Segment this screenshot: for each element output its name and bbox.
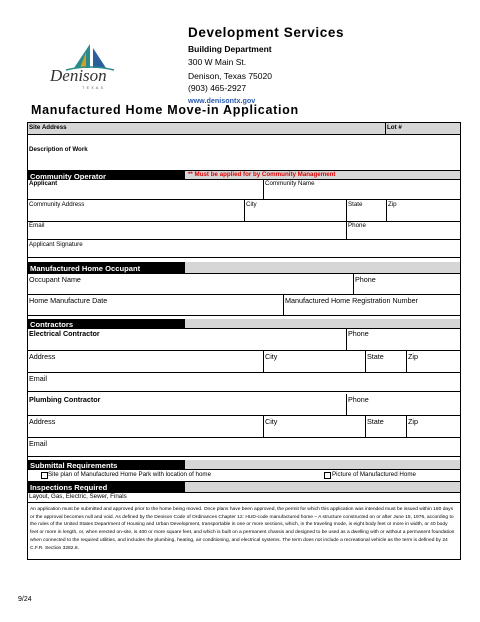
electrical-phone-label: Phone: [348, 329, 369, 338]
plumbing-address-row[interactable]: [28, 416, 460, 438]
community-state-label: State: [348, 201, 363, 208]
description-label: Description of Work: [29, 146, 88, 153]
submittal-row: [28, 470, 460, 482]
electrical-contractor-label: Electrical Contractor: [29, 329, 100, 338]
electrical-address-label: Address: [29, 352, 56, 361]
applicant-label: Applicant: [29, 180, 58, 187]
logo-subtext: TEXAS: [82, 85, 106, 90]
inspections-header: Inspections Required: [28, 482, 185, 493]
legal-note-text: An application must be submitted and approved prior to the home being moved. Once plans have been approved, the permit for which this application was intended must be issued within 180 days or the approval becomes null and void. As defined by the Denison Code of Ordinances Chapter 12: HUD-code manufactured home – A structure constructed on or after June 15, 1976, according to the rules of the United States Department of Housing and Urban Development, transportable in one or more sections, which, in the traveling mode, is eight body feet or more in width, or 40 body feet or more in length, or, when erected on-site, is 400 or more square feet, and which is built on a permanent chassis and designed to be used as a dwelling with or without a permanent foundation when connected to the required utilities, and includes the plumbing, heating, air conditioning, and electrical systems. The term does not include a recreational vehicle as the term is defined by 24 C.F.R. Section 3282.8.: [30, 507, 455, 551]
legal-note-box: [28, 503, 460, 559]
plumbing-contractor-label: Plumbing Contractor: [29, 395, 101, 404]
community-email-row[interactable]: [28, 222, 460, 240]
electrical-contractor-row[interactable]: [28, 329, 460, 351]
applicant-row[interactable]: [28, 180, 460, 200]
required-note: ** Must be applied for by Community Management: [188, 171, 336, 178]
applicant-signature-row[interactable]: [28, 240, 460, 258]
occupant-phone-label: Phone: [355, 275, 376, 284]
application-form: [27, 122, 461, 560]
plumbing-address-label: Address: [29, 417, 56, 426]
community-email-label: Email: [29, 222, 45, 229]
occupant-header: Manufactured Home Occupant: [28, 262, 185, 274]
manufacture-date-row[interactable]: [28, 295, 460, 316]
contractors-header: Contractors: [28, 319, 185, 329]
plumbing-email-label: Email: [29, 439, 47, 448]
inspections-row: [28, 493, 460, 503]
picture-label: Picture of Manufactured Home: [332, 471, 416, 478]
logo-wordmark: Denison: [50, 66, 107, 85]
inspections-list: Layout, Gas, Electric, Sewer, Finals: [29, 493, 127, 500]
plumbing-city-label: City: [265, 417, 278, 426]
revision-date: 9/24: [18, 596, 32, 603]
electrical-address-row[interactable]: [28, 351, 460, 373]
community-address-row[interactable]: [28, 200, 460, 222]
electrical-zip-label: Zip: [408, 352, 418, 361]
website-link[interactable]: www.denisontx.gov: [188, 96, 256, 105]
address-line-1: 300 W Main St.: [188, 57, 247, 67]
form-title: Manufactured Home Move-in Application: [31, 103, 299, 117]
occupant-name-row[interactable]: [28, 274, 460, 295]
department-prefix: Building: [188, 44, 222, 54]
city-logo: [40, 40, 140, 90]
plumbing-phone-label: Phone: [348, 395, 369, 404]
submittal-section: [28, 460, 460, 470]
applicant-signature-label: Applicant Signature: [29, 241, 83, 248]
plumbing-email-row[interactable]: [28, 438, 460, 457]
community-phone-label: Phone: [348, 222, 366, 229]
phone-number: (903) 465-2927: [188, 83, 247, 93]
plumbing-zip-label: Zip: [408, 417, 418, 426]
description-row[interactable]: [28, 135, 460, 171]
registration-number-label: Manufactured Home Registration Number: [285, 296, 419, 305]
department-suffix: Department: [224, 44, 272, 54]
site-plan-label: Site plan of Manufactured Home Park with location of home: [48, 471, 212, 478]
site-plan-checkbox[interactable]: [41, 472, 48, 479]
community-operator-header: Community Operator: [28, 171, 185, 180]
site-address-label: Site Address: [29, 124, 67, 131]
community-city-label: City: [246, 201, 257, 208]
community-zip-label: Zip: [388, 201, 397, 208]
community-operator-section: [28, 171, 460, 180]
electrical-city-label: City: [265, 352, 278, 361]
occupant-name-label: Occupant Name: [29, 275, 81, 284]
department-name: [188, 44, 272, 54]
manufacture-date-label: Home Manufacture Date: [29, 296, 108, 305]
address-line-2: Denison, Texas 75020: [188, 71, 272, 81]
contractors-section: [28, 319, 460, 329]
plumbing-contractor-row[interactable]: [28, 394, 460, 416]
community-name-label: Community Name: [265, 180, 315, 187]
electrical-state-label: State: [367, 352, 384, 361]
site-address-row[interactable]: [28, 123, 460, 135]
department-title: Development Services: [188, 25, 345, 40]
inspections-section: [28, 482, 460, 493]
plumbing-state-label: State: [367, 417, 384, 426]
lot-label: Lot #: [387, 124, 402, 131]
occupant-section: [28, 262, 460, 274]
community-address-label: Community Address: [29, 201, 85, 208]
electrical-email-row[interactable]: [28, 373, 460, 392]
electrical-email-label: Email: [29, 374, 47, 383]
picture-checkbox[interactable]: [324, 472, 331, 479]
submittal-header: Submittal Requirements: [28, 460, 185, 470]
